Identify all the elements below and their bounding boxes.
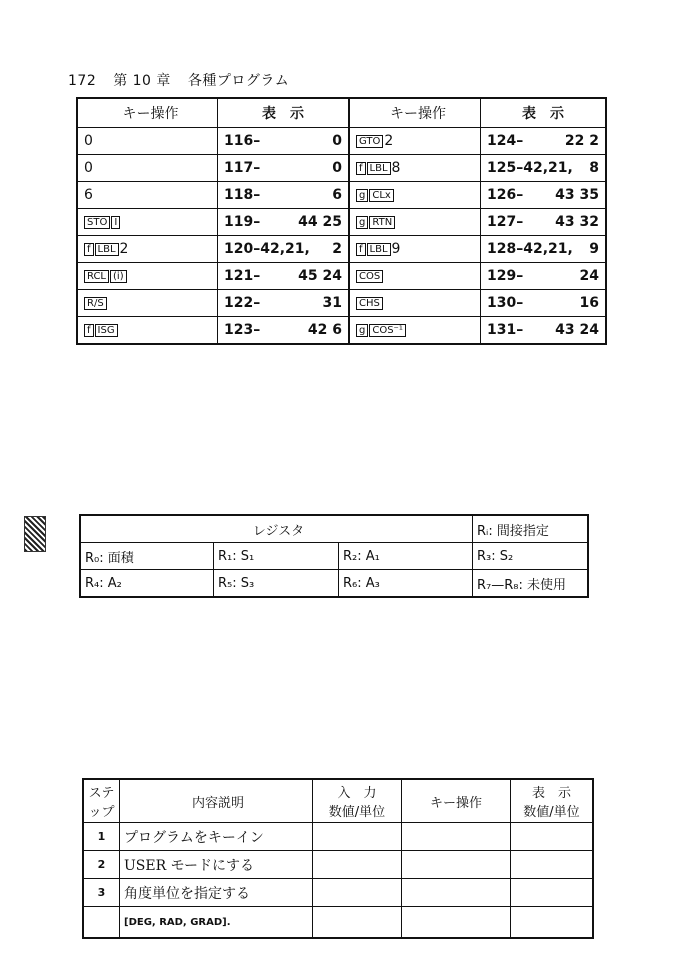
page-number: 172 bbox=[68, 73, 97, 89]
col-header-keys: キー操作 bbox=[402, 779, 511, 823]
display-code-cell bbox=[481, 317, 607, 345]
keystroke-cell bbox=[77, 155, 218, 182]
step-display-cell bbox=[511, 907, 594, 939]
col-header-display-1: 表 示 bbox=[218, 98, 350, 128]
display-code-cell bbox=[481, 209, 607, 236]
step-number bbox=[83, 907, 120, 939]
display-keycode: 16 bbox=[579, 295, 599, 311]
display-step: 123– bbox=[224, 322, 261, 338]
step-display-cell bbox=[511, 879, 594, 907]
step-row bbox=[83, 879, 593, 907]
step-row bbox=[83, 851, 593, 879]
keystroke-digit: 8 bbox=[391, 160, 401, 176]
step-input-cell bbox=[313, 907, 402, 939]
calculator-key-icon: f bbox=[356, 162, 366, 175]
keystroke-cell bbox=[77, 317, 218, 345]
register-r2: R₂: A₁ bbox=[339, 543, 473, 570]
step-input-cell bbox=[313, 851, 402, 879]
col-header-input: 入 力 数値/単位 bbox=[313, 779, 402, 823]
display-keycode: 9 bbox=[589, 241, 599, 257]
keystroke-digit: 0 bbox=[84, 160, 93, 176]
display-step: 124– bbox=[487, 133, 524, 149]
keystroke-cell bbox=[349, 128, 481, 155]
register-r4: R₄: A₂ bbox=[80, 570, 214, 598]
display-keycode: 0 bbox=[332, 160, 342, 176]
step-number: 1 bbox=[83, 823, 120, 851]
keystroke-cell bbox=[349, 155, 481, 182]
col-header-display: 表 示 数値/単位 bbox=[511, 779, 594, 823]
display-keycode: 43 35 bbox=[555, 187, 599, 203]
keystroke-cell bbox=[77, 182, 218, 209]
calculator-key-icon: COS bbox=[356, 270, 383, 283]
display-keycode: 22 2 bbox=[564, 133, 599, 149]
step-display-cell bbox=[511, 851, 594, 879]
calculator-key-icon: f bbox=[84, 324, 94, 337]
display-code-cell bbox=[481, 182, 607, 209]
calculator-key-icon: RCL bbox=[84, 270, 109, 283]
step-row bbox=[83, 907, 593, 939]
step-input-cell bbox=[313, 823, 402, 851]
calculator-key-icon: f bbox=[84, 243, 94, 256]
keystroke-cell bbox=[77, 290, 218, 317]
register-title: レジスタ bbox=[80, 515, 473, 543]
program-row bbox=[77, 128, 606, 155]
program-listing-table bbox=[76, 97, 607, 345]
keystroke-cell bbox=[77, 236, 218, 263]
register-r6: R₆: A₃ bbox=[339, 570, 473, 598]
display-keycode: 8 bbox=[589, 160, 599, 176]
display-code-cell bbox=[218, 317, 350, 345]
program-table-header bbox=[77, 98, 606, 128]
register-r0: R₀: 面積 bbox=[80, 543, 214, 570]
step-row bbox=[83, 823, 593, 851]
keystroke-digit: 6 bbox=[84, 187, 93, 203]
program-row bbox=[77, 263, 606, 290]
calculator-key-icon: f bbox=[356, 243, 366, 256]
program-row bbox=[77, 209, 606, 236]
program-row bbox=[77, 290, 606, 317]
display-keycode: 43 24 bbox=[555, 322, 599, 338]
calculator-key-icon: g bbox=[356, 324, 368, 337]
display-code-cell bbox=[218, 236, 350, 263]
chapter-title: 各種プログラム bbox=[187, 73, 290, 89]
step-number: 3 bbox=[83, 879, 120, 907]
register-r1: R₁: S₁ bbox=[214, 543, 339, 570]
display-code-cell bbox=[481, 236, 607, 263]
col-header-keys-1: キー操作 bbox=[77, 98, 218, 128]
step-instruction-table bbox=[82, 778, 594, 939]
keystroke-digit: 2 bbox=[119, 241, 129, 257]
keystroke-digit: 9 bbox=[391, 241, 401, 257]
col-header-description: 内容説明 bbox=[120, 779, 313, 823]
register-table bbox=[79, 514, 589, 598]
calculator-key-icon: CLx bbox=[369, 189, 393, 202]
display-step: 121– bbox=[224, 268, 261, 284]
keystroke-cell bbox=[349, 263, 481, 290]
step-keys-cell bbox=[402, 851, 511, 879]
display-step: 131– bbox=[487, 322, 524, 338]
step-keys-cell bbox=[402, 879, 511, 907]
keystroke-digit: 2 bbox=[384, 133, 394, 149]
display-step: 128–42,21, bbox=[487, 241, 573, 257]
calculator-key-icon: GTO bbox=[356, 135, 383, 148]
display-step: 120–42,21, bbox=[224, 241, 310, 257]
step-keys-cell bbox=[402, 907, 511, 939]
display-keycode: 24 bbox=[579, 268, 599, 284]
col-header-keys-2: キー操作 bbox=[349, 98, 481, 128]
program-row bbox=[77, 155, 606, 182]
display-code-cell bbox=[218, 155, 350, 182]
display-keycode: 0 bbox=[332, 133, 342, 149]
step-description: USER モードにする bbox=[120, 851, 313, 879]
display-keycode: 45 24 bbox=[298, 268, 342, 284]
keystroke-cell bbox=[349, 182, 481, 209]
keystroke-cell bbox=[77, 128, 218, 155]
register-indirect: Rᵢ: 間接指定 bbox=[473, 515, 589, 543]
program-row bbox=[77, 182, 606, 209]
calculator-key-icon: g bbox=[356, 189, 368, 202]
keystroke-cell bbox=[349, 290, 481, 317]
display-step: 129– bbox=[487, 268, 524, 284]
keystroke-cell bbox=[77, 209, 218, 236]
step-number: 2 bbox=[83, 851, 120, 879]
display-code-cell bbox=[218, 128, 350, 155]
display-step: 126– bbox=[487, 187, 524, 203]
display-keycode: 31 bbox=[322, 295, 342, 311]
keystroke-cell bbox=[349, 209, 481, 236]
display-code-cell bbox=[481, 128, 607, 155]
col-header-display-2: 表 示 bbox=[481, 98, 607, 128]
keystroke-cell bbox=[349, 236, 481, 263]
display-code-cell bbox=[481, 263, 607, 290]
step-keys-cell bbox=[402, 823, 511, 851]
display-step: 116– bbox=[224, 133, 261, 149]
calculator-key-icon: RTN bbox=[369, 216, 395, 229]
calculator-key-icon: COS⁻¹ bbox=[369, 324, 406, 337]
register-r5: R₅: S₃ bbox=[214, 570, 339, 598]
calculator-key-icon: LBL bbox=[95, 243, 119, 256]
register-r3: R₃: S₂ bbox=[473, 543, 589, 570]
display-keycode: 6 bbox=[332, 187, 342, 203]
program-row bbox=[77, 317, 606, 345]
display-step: 122– bbox=[224, 295, 261, 311]
step-input-cell bbox=[313, 879, 402, 907]
display-code-cell bbox=[481, 290, 607, 317]
register-r7-r8: R₇—R₈: 未使用 bbox=[473, 570, 589, 598]
step-description-note: [DEG, RAD, GRAD]. bbox=[120, 907, 313, 939]
display-code-cell bbox=[218, 182, 350, 209]
page-header bbox=[68, 70, 301, 90]
display-keycode: 2 bbox=[332, 241, 342, 257]
side-barcode-mark bbox=[24, 516, 46, 552]
display-step: 125–42,21, bbox=[487, 160, 573, 176]
display-step: 127– bbox=[487, 214, 524, 230]
step-description: プログラムをキーイン bbox=[120, 823, 313, 851]
calculator-key-icon: CHS bbox=[356, 297, 383, 310]
step-display-cell bbox=[511, 823, 594, 851]
calculator-key-icon: LBL bbox=[367, 162, 391, 175]
calculator-key-icon: ISG bbox=[95, 324, 118, 337]
display-step: 130– bbox=[487, 295, 524, 311]
display-step: 118– bbox=[224, 187, 261, 203]
col-header-step: ステップ bbox=[83, 779, 120, 823]
calculator-key-icon: (i) bbox=[110, 270, 127, 283]
display-code-cell bbox=[218, 263, 350, 290]
step-description: 角度単位を指定する bbox=[120, 879, 313, 907]
keystroke-cell bbox=[349, 317, 481, 345]
calculator-key-icon: I bbox=[111, 216, 120, 229]
calculator-key-icon: g bbox=[356, 216, 368, 229]
display-keycode: 43 32 bbox=[555, 214, 599, 230]
keystroke-cell bbox=[77, 263, 218, 290]
calculator-key-icon: LBL bbox=[367, 243, 391, 256]
program-row bbox=[77, 236, 606, 263]
keystroke-digit: 0 bbox=[84, 133, 93, 149]
display-code-cell bbox=[218, 290, 350, 317]
calculator-key-icon: STO bbox=[84, 216, 110, 229]
display-code-cell bbox=[218, 209, 350, 236]
display-keycode: 44 25 bbox=[298, 214, 342, 230]
display-code-cell bbox=[481, 155, 607, 182]
display-keycode: 42 6 bbox=[307, 322, 342, 338]
calculator-key-icon: R/S bbox=[84, 297, 107, 310]
display-step: 117– bbox=[224, 160, 261, 176]
chapter-label: 第 10 章 bbox=[113, 73, 171, 89]
display-step: 119– bbox=[224, 214, 261, 230]
